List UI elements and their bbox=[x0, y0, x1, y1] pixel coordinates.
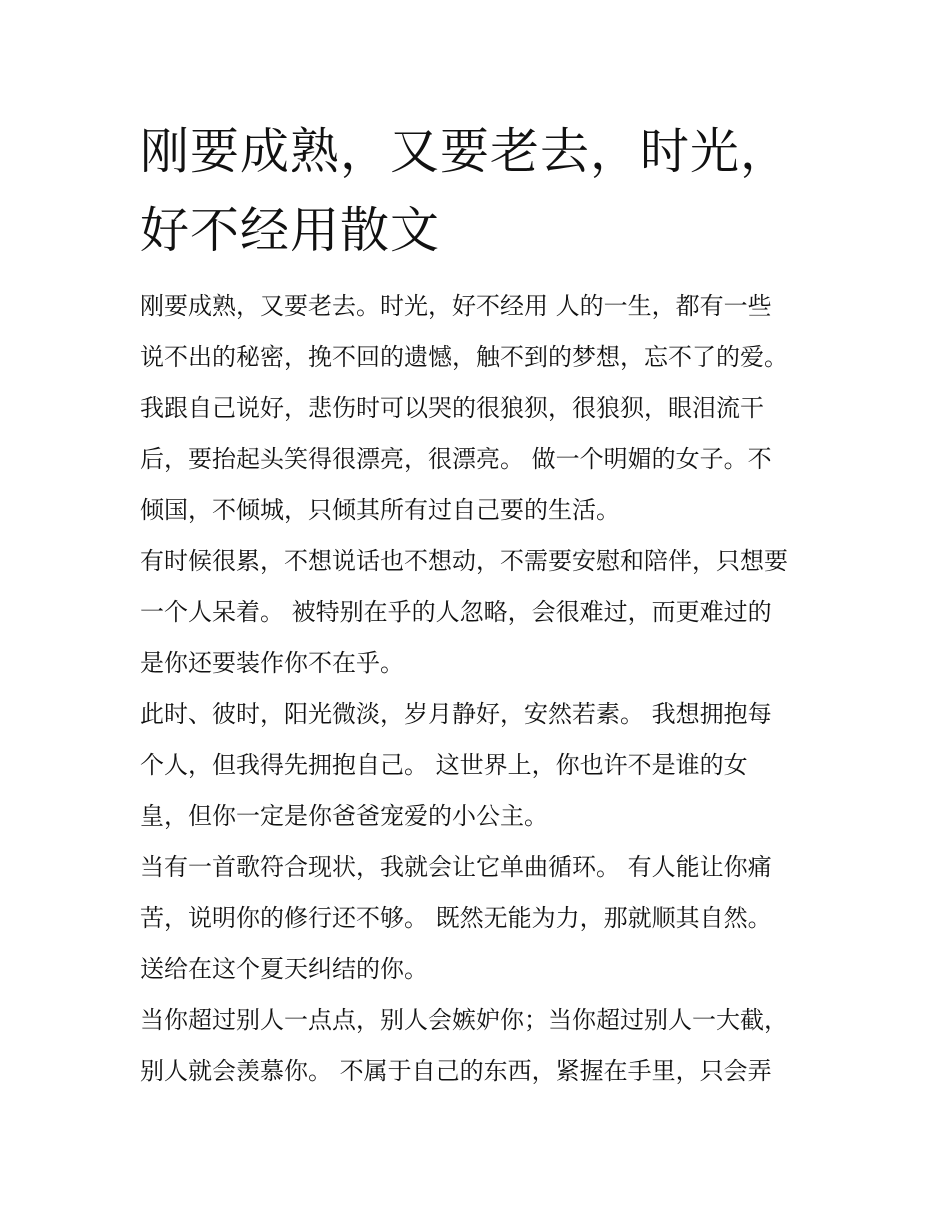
body-line: 别人就会羡慕你。 不属于自己的东西，紧握在手里，只会弄 bbox=[140, 1057, 772, 1085]
body-line: 苦，说明你的修行还不够。 既然无能为力，那就顺其自然。 bbox=[140, 904, 772, 932]
body-line: 个人，但我得先拥抱自己。 这世界上，你也许不是谁的女 bbox=[140, 751, 748, 779]
body-line: 说不出的秘密，挽不回的遗憾，触不到的梦想，忘不了的爱。 bbox=[140, 343, 788, 371]
body-line: 一个人呆着。 被特别在乎的人忽略，会很难过，而更难过的 bbox=[140, 598, 772, 626]
title-line: 好不经用散文 bbox=[140, 202, 441, 259]
document-body bbox=[140, 281, 840, 1097]
body-line: 是你还要装作你不在乎。 bbox=[140, 649, 404, 677]
body-line: 后，要抬起头笑得很漂亮，很漂亮。 做一个明媚的女子。不 bbox=[140, 445, 772, 473]
body-line: 有时候很累，不想说话也不想动，不需要安慰和陪伴，只想要 bbox=[140, 547, 788, 575]
body-line: 当有一首歌符合现状，我就会让它单曲循环。 有人能让你痛 bbox=[140, 853, 772, 881]
body-line: 此时、彼时，阳光微淡，岁月静好，安然若素。 我想拥抱每 bbox=[140, 700, 772, 728]
body-line: 皇，但你一定是你爸爸宠爱的小公主。 bbox=[140, 802, 548, 830]
body-line: 刚要成熟，又要老去。时光，好不经用 人的一生，都有一些 bbox=[140, 292, 772, 320]
document-title bbox=[140, 112, 840, 270]
body-line: 当你超过别人一点点，别人会嫉妒你；当你超过别人一大截， bbox=[140, 1006, 788, 1034]
title-line: 刚要成熟，又要老去，时光， bbox=[140, 123, 791, 180]
body-line: 我跟自己说好，悲伤时可以哭的很狼狈，很狼狈，眼泪流干 bbox=[140, 394, 764, 422]
body-line: 倾国，不倾城，只倾其所有过自己要的生活。 bbox=[140, 496, 620, 524]
body-line: 送给在这个夏天纠结的你。 bbox=[140, 955, 428, 983]
